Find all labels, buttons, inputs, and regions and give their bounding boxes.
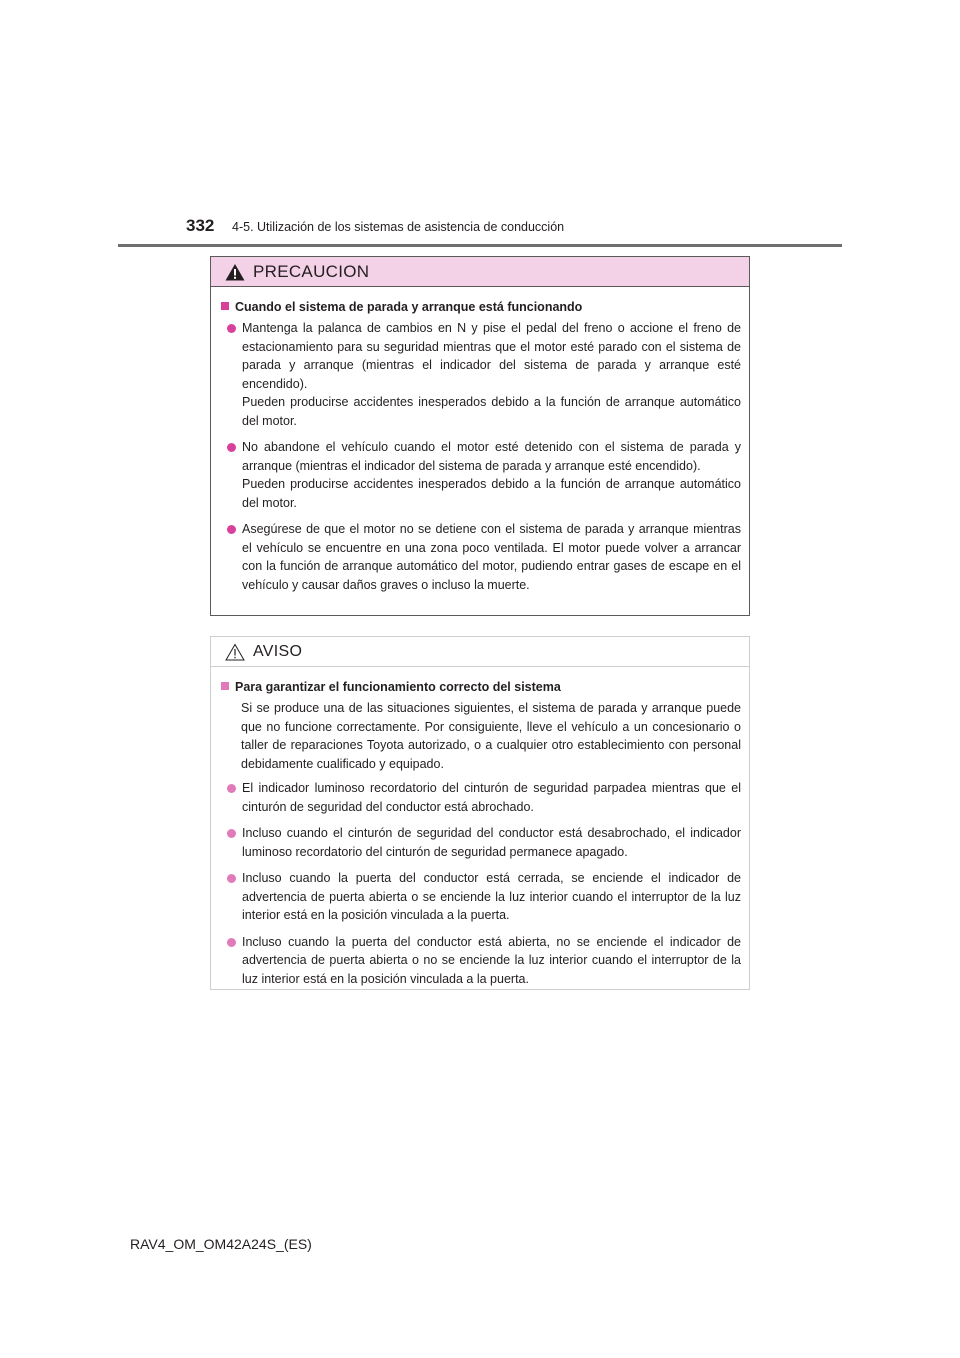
notice-item: [221, 779, 741, 816]
caution-item: [221, 438, 741, 512]
header-rule: [118, 244, 842, 247]
caution-item-text: No abandone el vehículo cuando el motor esté detenido con el sistema de parada y arranque (mientras el indicador del sistema de parada y arranque esté encendido).: [242, 440, 741, 473]
square-bullet-icon: [221, 302, 229, 310]
caution-subheading-text: Cuando el sistema de parada y arranque está funcionando: [235, 300, 583, 314]
notice-item-text: Incluso cuando la puerta del conductor está abierta, no se enciende el indicador de advertencia de puerta abierta o no se enciende la luz interior cuando el interruptor de la luz interior está en la posición vinculada a la puerta.: [242, 934, 741, 986]
caution-item: [221, 319, 741, 430]
page-header: [186, 216, 846, 246]
notice-intro: Si se produce una de las situaciones siguientes, el sistema de parada y arranque puede que no funcione correctamente. Por consiguiente, lleve el vehículo a un concesionario o taller de reparaciones Toyota autorizado, o a cualquier otro establecimiento con personal debidamente cualificado y equipado.: [241, 701, 741, 771]
page-number: 332: [186, 216, 215, 235]
circle-bullet-icon: [227, 829, 236, 838]
notice-subheading: [221, 678, 741, 696]
warning-triangle-filled-icon: [225, 263, 245, 281]
notice-item: [221, 933, 741, 989]
circle-bullet-icon: [227, 874, 236, 883]
caution-item-text: Asegúrese de que el motor no se detiene con el sistema de parada y arranque mientras el vehículo se encuentre en una zona poco ventilada. El motor puede volver a arrancar con la función de arranque automático del motor, pudiendo entrar gases de escape en el vehículo y causar daños graves o incluso la muerte.: [242, 522, 741, 592]
caution-box: [210, 256, 750, 616]
caution-body: [211, 287, 749, 594]
caution-box-header: [211, 257, 749, 287]
caution-subheading: [221, 298, 741, 316]
square-bullet-icon: [221, 682, 229, 690]
caution-title: PRECAUCION: [253, 262, 370, 281]
circle-bullet-icon: [227, 324, 236, 333]
circle-bullet-icon: [227, 784, 236, 793]
circle-bullet-icon: [227, 938, 236, 947]
notice-title: AVISO: [253, 643, 303, 660]
caution-item-text: Pueden producirse accidentes inesperados debido a la función de arranque automático del motor.: [242, 395, 741, 428]
notice-box: [210, 636, 750, 990]
document-code: RAV4_OM_OM42A24S_(ES): [130, 1236, 312, 1252]
section-title: 4-5. Utilización de los sistemas de asistencia de conducción: [232, 220, 565, 234]
caution-item: [221, 520, 741, 594]
circle-bullet-icon: [227, 525, 236, 534]
notice-item: [221, 869, 741, 925]
notice-subheading-text: Para garantizar el funcionamiento correcto del sistema: [235, 680, 561, 694]
notice-item-text: El indicador luminoso recordatorio del cinturón de seguridad parpadea mientras que el cinturón de seguridad del conductor está abrochado.: [242, 781, 741, 814]
notice-box-header: [211, 637, 749, 667]
caution-item-text: Pueden producirse accidentes inesperados debido a la función de arranque automático del motor.: [242, 477, 741, 510]
notice-item-text: Incluso cuando la puerta del conductor está cerrada, se enciende el indicador de advertencia de puerta abierta o se enciende la luz interior cuando el interruptor de la luz interior está en la posición vinculada a la puerta.: [242, 871, 741, 922]
notice-body: [211, 667, 749, 988]
caution-item-text: Mantenga la palanca de cambios en N y pise el pedal del freno o accione el freno de estacionamiento para su seguridad mientras que el motor esté parado con el sistema de parada y arranque (mientras el indicador del sistema de parada y arranque esté encendido).: [242, 321, 741, 391]
notice-item-text: Incluso cuando el cinturón de seguridad del conductor está desabrochado, el indicador luminoso recordatorio del cinturón de seguridad permanece apagado.: [242, 826, 741, 859]
circle-bullet-icon: [227, 443, 236, 452]
notice-item: [221, 824, 741, 861]
warning-triangle-outline-icon: [225, 643, 245, 661]
